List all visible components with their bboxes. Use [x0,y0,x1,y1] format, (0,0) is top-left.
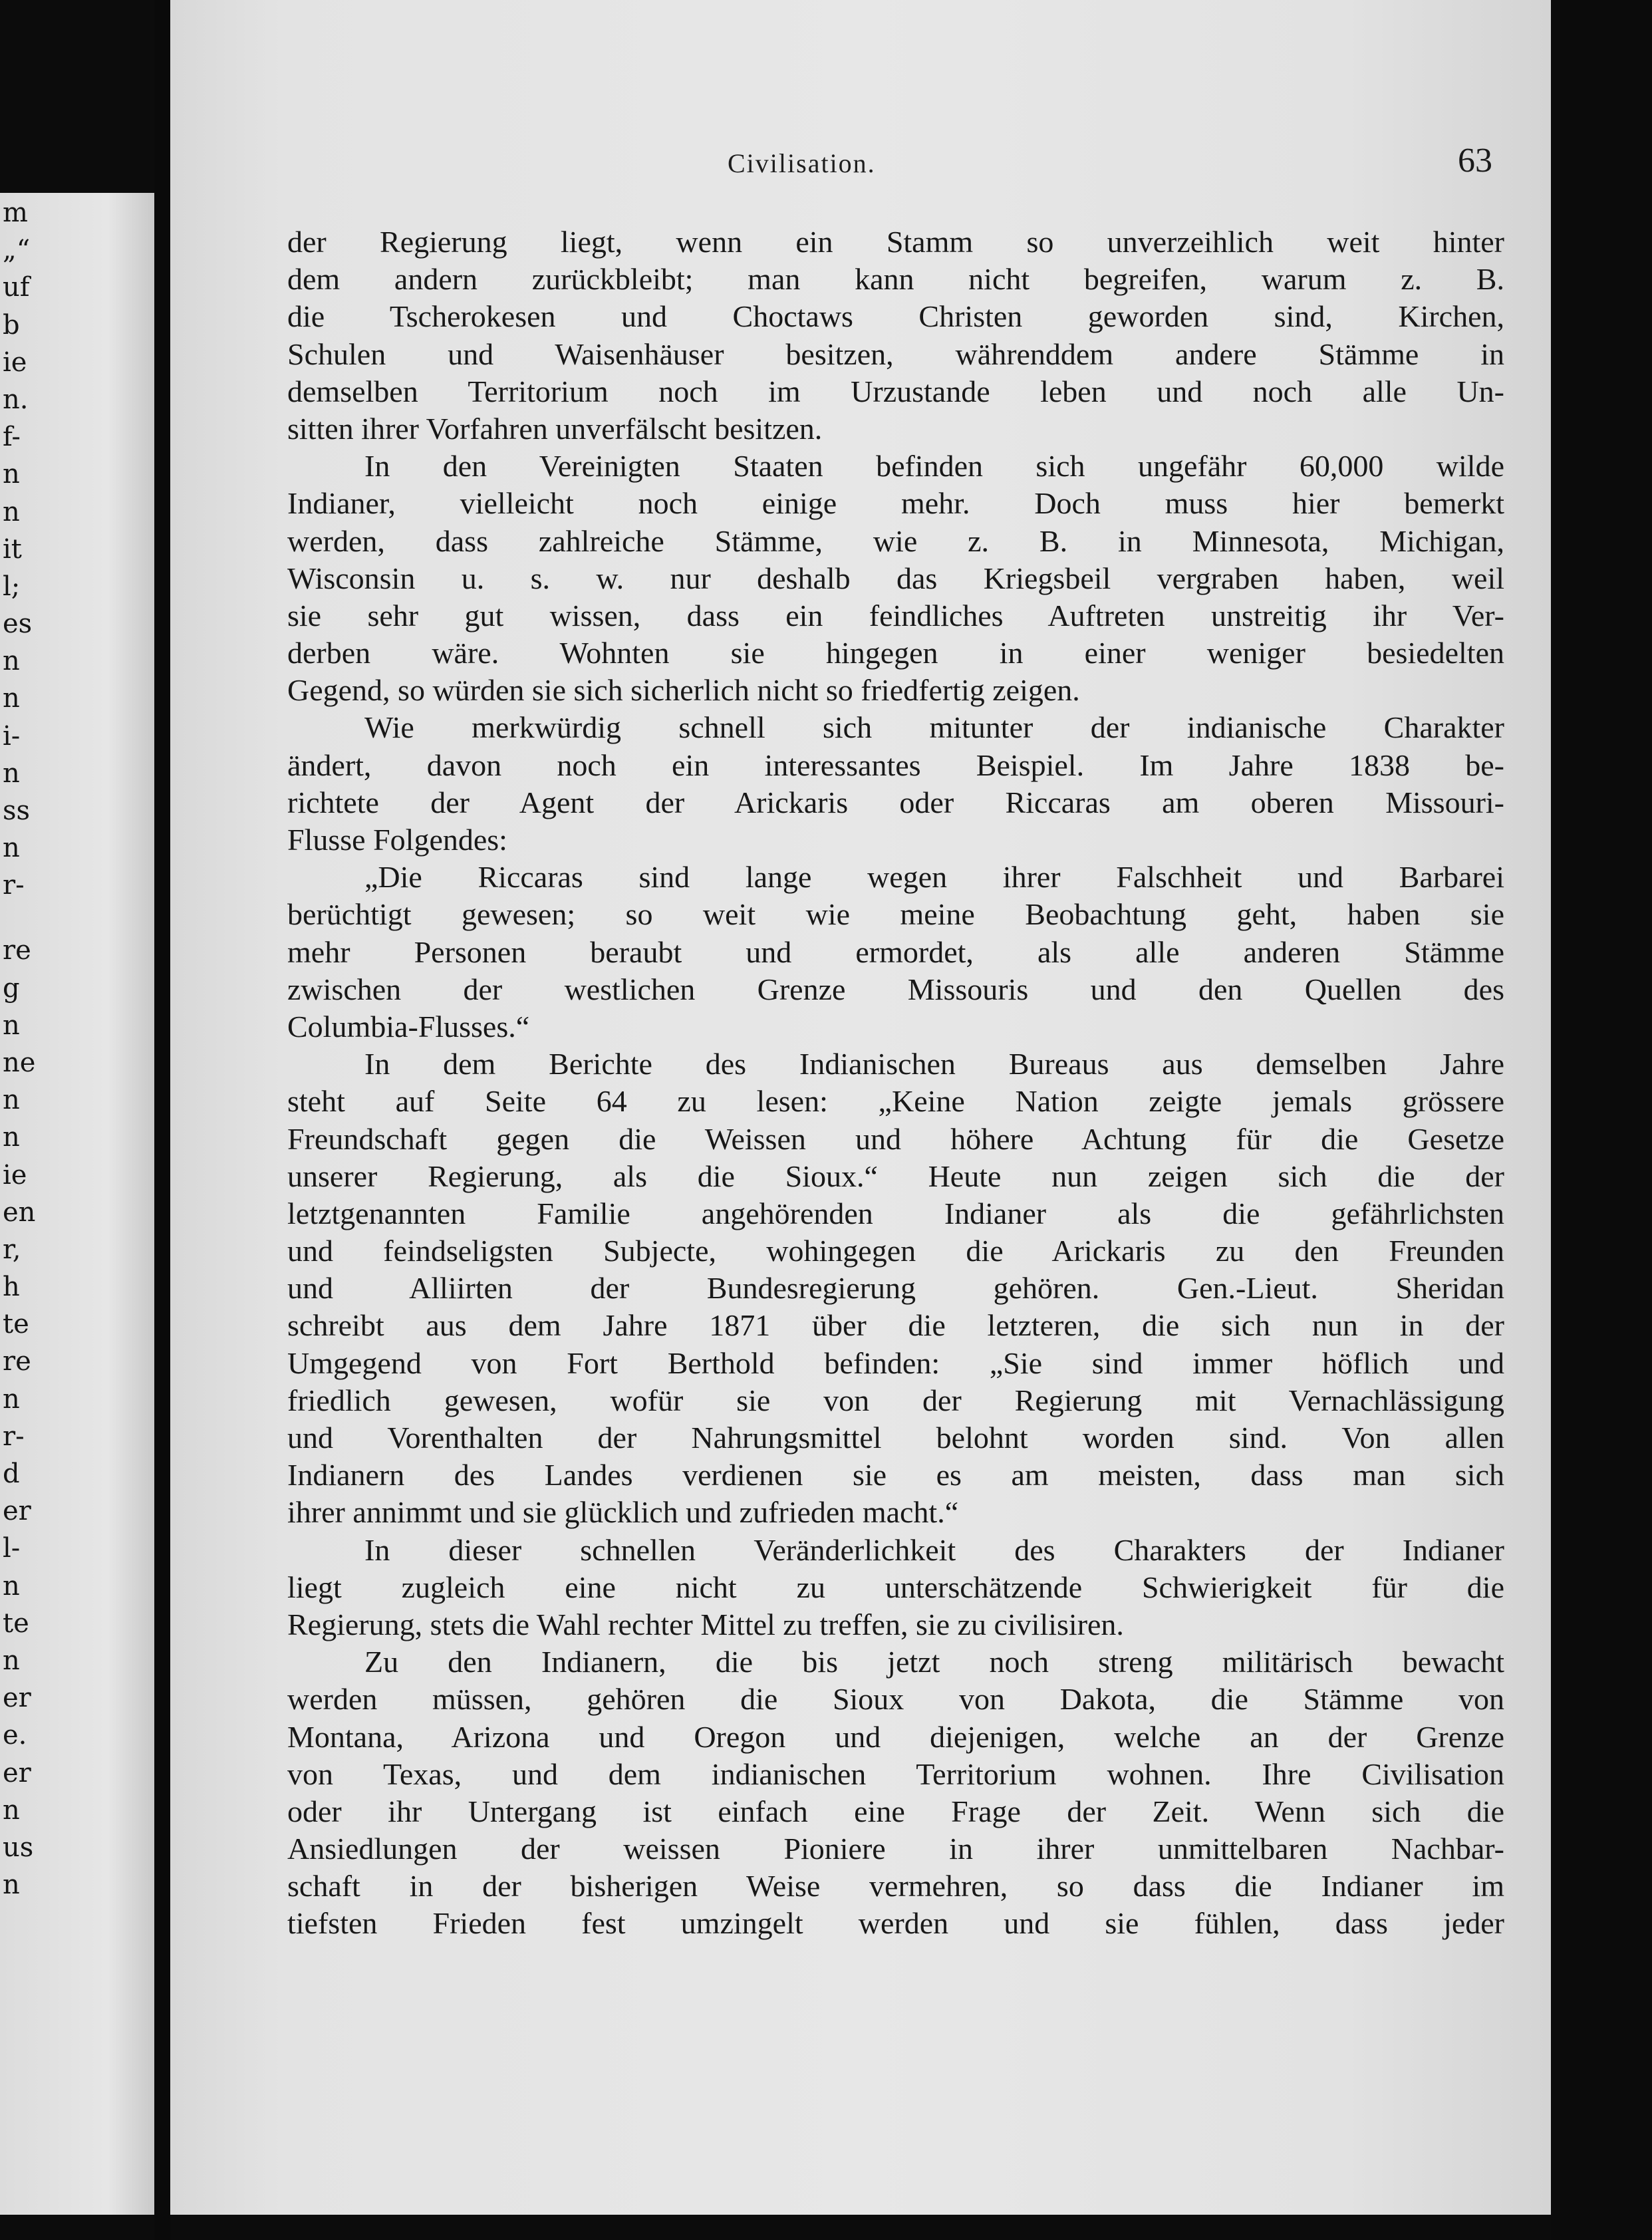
running-header-title: Civilisation. [728,148,876,178]
left-page-fragment: ie [3,347,27,378]
left-page-fragment: n [3,1570,20,1602]
text-line: In dieser schnellen Veränderlichkeit des Charakters der Indianer [364,1532,1504,1567]
text-line: werden müssen, gehören die Sioux von Dakota, die Stämme von [287,1682,1504,1717]
left-page-fragment: n [3,1794,20,1826]
left-page-fragment: te [3,1608,29,1639]
text-line: letztgenannten Familie angehörenden Indianer als die gefährlichsten [287,1196,1504,1230]
text-line: richtete der Agent der Arickaris oder Riccaras am oberen Missouri- [287,785,1504,819]
left-page-fragment: n [3,833,20,864]
text-line: unserer Regierung, als die Sioux.“ Heute nun zeigen sich die der [287,1159,1504,1193]
book-page [170,0,1551,2215]
left-page-fragment: i- [3,720,21,752]
left-page-edge [0,193,154,2215]
text-line: Indianern des Landes verdienen sie es am meisten, dass man sich [287,1458,1504,1492]
text-line: und Alliirten der Bundesregierung gehören. Gen.-Lieut. Sheridan [287,1271,1504,1306]
text-line: derben wäre. Wohnten sie hingegen in einer weniger besiedelten [287,636,1504,670]
left-page-fragment: l- [3,1533,21,1564]
text-line: In den Vereinigten Staaten befinden sich ungefähr 60,000 wilde [364,449,1504,484]
book-gutter [154,0,170,2240]
text-line: Gegend, so würden sie sich sicherlich nicht so friedfertig zeigen. [287,673,1080,708]
left-page-fragment: n [3,496,20,527]
body-text [287,223,1504,1943]
text-line: Wie merkwürdig schnell sich mitunter der indianische Charakter [364,710,1504,745]
text-line: liegt zugleich eine nicht zu unterschätzende Schwierigkeit für die [287,1570,1504,1604]
text-line: werden, dass zahlreiche Stämme, wie z. B. in Minnesota, Michigan, [287,523,1504,558]
left-page-fragment: n [3,646,20,677]
page-number: 63 [1458,142,1492,180]
text-line: dem andern zurückbleibt; man kann nicht begreifen, warum z. B. [287,262,1504,297]
left-page-fragment: g [3,972,20,1004]
left-page-fragment: „“ [3,235,31,266]
left-page-fragment: n [3,1870,20,1901]
left-page-fragment: r- [3,1421,25,1452]
text-line: und feindseligsten Subjecte, wohingegen die Arickaris zu den Freunden [287,1234,1504,1268]
text-line: Columbia-Flusses.“ [287,1009,530,1044]
left-page-fragment: e. [3,1720,27,1751]
text-line: Schulen und Waisenhäuser besitzen, währenddem andere Stämme in [287,337,1504,371]
text-line: schreibt aus dem Jahre 1871 über die letzteren, die sich nun in der [287,1308,1504,1343]
left-page-fragment: er [3,1757,31,1788]
text-line: sitten ihrer Vorfahren unverfälscht besitzen. [287,411,823,446]
left-page-fragment: n [3,1645,20,1676]
left-page-fragment: te [3,1309,29,1340]
text-line: Zu den Indianern, die bis jetzt noch streng militärisch bewacht [364,1645,1504,1679]
text-line: steht auf Seite 64 zu lesen: „Keine Nation zeigte jemals grössere [287,1084,1504,1119]
left-page-fragment: n [3,1010,20,1041]
left-page-fragment: uf [3,272,30,303]
left-page-line-fragments [3,194,43,1903]
text-line: schaft in der bisherigen Weise vermehren, so dass die Indianer im [287,1869,1504,1903]
text-line: zwischen der westlichen Grenze Missouris und den Quellen des [287,972,1504,1006]
left-page-fragment: d [3,1459,20,1489]
left-page-fragment: en [3,1196,36,1228]
left-page-fragment: r, [3,1234,21,1265]
text-line: friedlich gewesen, wofür sie von der Regierung mit Vernachlässigung [287,1383,1504,1417]
left-page-fragment: n [3,459,20,490]
left-page-fragment: n. [3,384,29,415]
left-page-fragment: us [3,1832,34,1863]
left-page-fragment: n [3,1383,20,1415]
text-line: tiefsten Frieden fest umzingelt werden und sie fühlen, dass jeder [287,1906,1504,1941]
text-line: Freundschaft gegen die Weissen und höhere Achtung für die Gesetze [287,1121,1504,1156]
text-line: Flusse Folgendes: [287,823,507,857]
left-page-fragment: l; [3,571,21,602]
text-line: Wisconsin u. s. w. nur deshalb das Kriegsbeil vergraben haben, weil [287,561,1504,595]
left-page-fragment: es [3,609,33,640]
left-page-fragment: m [3,198,28,228]
text-line: Indianer, vielleicht noch einige mehr. Doch muss hier bemerkt [287,486,1504,521]
text-line: berüchtigt gewesen; so weit wie meine Beobachtung geht, haben sie [287,897,1504,932]
text-line: oder ihr Untergang ist einfach eine Frage der Zeit. Wenn sich die [287,1794,1504,1828]
text-line: ihrer annimmt und sie glücklich und zufrieden macht.“ [287,1495,959,1530]
left-page-fragment: ss [3,795,31,826]
text-line: von Texas, und dem indianischen Territorium wohnen. Ihre Civilisation [287,1756,1504,1791]
scan-right-border [1551,0,1652,2240]
left-page-fragment: b [3,309,20,341]
left-page-fragment: n [3,683,20,714]
text-line: „Die Riccaras sind lange wegen ihrer Falschheit und Barbarei [364,860,1504,895]
left-page-fragment: re [3,1346,31,1377]
text-line: Montana, Arizona und Oregon und diejenigen, welche an der Grenze [287,1719,1504,1754]
left-page-fragment: f- [3,422,21,453]
text-line: demselben Territorium noch im Urzustande leben und noch alle Un- [287,374,1504,408]
left-page-fragment: er [3,1496,31,1527]
left-page-fragment: er [3,1683,31,1714]
left-page-fragment: n [3,1122,20,1153]
text-line: Regierung, stets die Wahl rechter Mittel zu treffen, sie zu civilisiren. [287,1607,1124,1641]
text-line: ändert, davon noch ein interessantes Beispiel. Im Jahre 1838 be- [287,748,1504,782]
left-page-fragment: h [3,1272,20,1303]
text-line: der Regierung liegt, wenn ein Stamm so unverzeihlich weit hinter [287,225,1504,259]
left-page-fragment: it [3,533,22,565]
text-line: In dem Berichte des Indianischen Bureaus aus demselben Jahre [364,1047,1504,1081]
text-line: Ansiedlungen der weissen Pioniere in ihrer unmittelbaren Nachbar- [287,1832,1504,1866]
left-page-fragment: ne [3,1047,36,1078]
text-line: die Tscherokesen und Choctaws Christen geworden sind, Kirchen, [287,299,1504,334]
left-page-fragment: n [3,758,20,789]
left-page-fragment: ie [3,1159,27,1190]
text-line: sie sehr gut wissen, dass ein feindliches Auftreten unstreitig ihr Ver- [287,598,1504,632]
text-line: und Vorenthalten der Nahrungsmittel belohnt worden sind. Von allen [287,1421,1504,1455]
text-line: Umgegend von Fort Berthold befinden: „Sie sind immer höflich und [287,1345,1504,1380]
left-page-fragment: n [3,1085,20,1116]
left-page-fragment: re [3,935,31,966]
text-line: mehr Personen beraubt und ermordet, als alle anderen Stämme [287,934,1504,969]
left-page-fragment: r- [3,870,25,901]
